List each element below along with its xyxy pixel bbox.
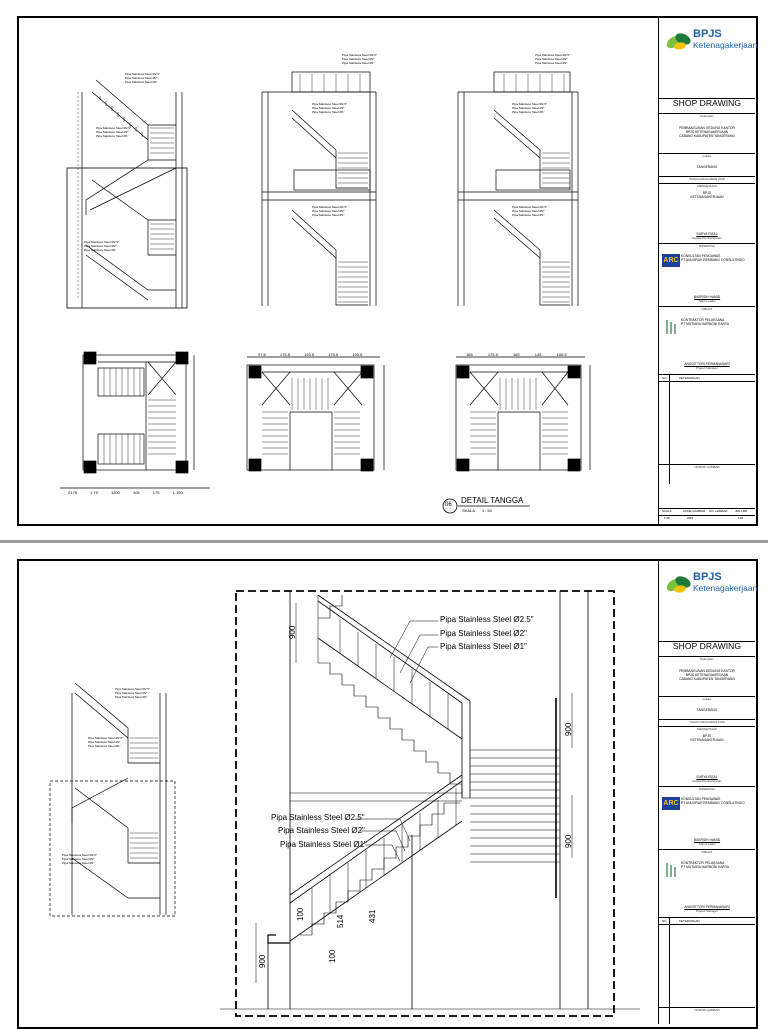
pipe-label: Pipa Stainless Steel Ø2.5" — [512, 205, 548, 209]
dim-label: 1200 — [110, 490, 120, 495]
owner-role: Kepala Pembangunan — [692, 236, 722, 240]
pipe-label: Pipa Stainless Steel Ø2.5" — [84, 240, 120, 244]
pipe-label: Pipa Stainless Steel Ø2" — [115, 691, 148, 695]
scale-value: 1 : 50 — [481, 508, 492, 513]
elev1-label-c — [84, 240, 119, 252]
callout-pipe-25-upper: Pipa Stainless Steel Ø2.5" — [440, 615, 534, 624]
elev2-label-a — [342, 53, 377, 65]
footer-label: NOMOR GAMBAR — [694, 465, 720, 469]
footer-val: 1:50 — [664, 516, 670, 520]
pipe-label: Pipa Stainless Steel Ø1" — [88, 744, 121, 748]
label-tahun: TAHUN ANGGARAN 2019 — [689, 720, 725, 724]
consultant-role: Team Leader — [698, 842, 716, 846]
pipe-label: Pipa Stainless Steel Ø2.5" — [312, 102, 348, 106]
plan2-dims — [258, 352, 362, 357]
label-mengetahui: MENGETAHUI — [697, 727, 717, 731]
stair-plan-1 — [60, 352, 210, 488]
callout-pipe-2-lower: Pipa Stainless Steel Ø2" — [278, 826, 365, 835]
elev2-label-c — [312, 205, 347, 217]
dim-label: 1.75 — [90, 490, 98, 495]
callout-pipe-25-lower: Pipa Stainless Steel Ø2.5" — [271, 813, 365, 822]
consultant-person: BASRIDH HAMID — [693, 295, 721, 299]
footer-val: 138 — [738, 516, 744, 520]
small-elev-label-b — [88, 736, 123, 748]
project-name: PEMBANGUNAN GEDUNG KANTOR BPJS KETENAGAKERJAAN CABANG KABUPATEN TANGERANG — [679, 126, 735, 139]
label-mengetahui: MENGETAHUI — [697, 184, 717, 188]
dim-514: 514 — [336, 914, 345, 928]
owner-person: SURYA RIZAL — [696, 232, 718, 236]
elev2-label-b — [312, 102, 347, 114]
pipe-label: Pipa Stainless Steel Ø1" — [125, 80, 158, 84]
label-diperiksa: DIPERIKSA — [698, 244, 715, 248]
detail-number: 06 — [445, 502, 452, 508]
bpjs-logo — [663, 565, 758, 605]
dim-label: 97.5 — [258, 352, 266, 357]
pipe-label: Pipa Stainless Steel Ø2" — [84, 244, 117, 248]
dim-900: 900 — [288, 625, 297, 639]
label-pekerjaan: Pekerjaan — [700, 114, 714, 118]
pipe-label: Pipa Stainless Steel Ø1" — [84, 248, 117, 252]
dim-100: 100 — [296, 907, 305, 921]
callout-pipe-1-lower: Pipa Stainless Steel Ø1" — [280, 840, 367, 849]
contractor-logo-icon — [665, 318, 679, 336]
scale-label: SKALA — [462, 508, 475, 513]
label-pekerjaan: Pekerjaan — [700, 657, 714, 661]
consultant: KONSULTAN PENGAWAS PT ANUGRAH REMBANG CONSULTINDO — [681, 797, 745, 806]
pipe-label: Pipa Stainless Steel Ø1" — [512, 213, 545, 217]
pipe-label: Pipa Stainless Steel Ø2.5" — [125, 72, 161, 76]
stair-detail-drawings — [0, 0, 660, 540]
detail-title: DETAIL TANGGA — [461, 496, 524, 505]
dim-900: 900 — [564, 722, 573, 736]
dim-label: 175.5 — [487, 352, 498, 357]
bpjs-logo — [663, 22, 758, 62]
dim-label: 175 — [152, 490, 160, 495]
label-tahun: TAHUN ANGGARAN 2019 — [689, 177, 725, 181]
company-name: BPJS — [693, 571, 722, 583]
elev1-label-a — [125, 72, 160, 84]
contractor-role: Project Manager — [695, 366, 718, 370]
pipe-label: Pipa Stainless Steel Ø2" — [96, 130, 129, 134]
dim-label: 1.100 — [172, 490, 183, 495]
pipe-label: Pipa Stainless Steel Ø2.5" — [96, 126, 132, 130]
pipe-label: Pipa Stainless Steel Ø1" — [342, 61, 375, 65]
pipe-label: Pipa Stainless Steel Ø2" — [535, 57, 568, 61]
plan3-dims — [466, 352, 567, 357]
revision-label: KETERANGAN — [679, 919, 700, 923]
footer-label: NOMOR GAMBAR — [694, 1008, 720, 1012]
dim-900: 900 — [564, 834, 573, 848]
label-lokasi: Lokasi — [702, 154, 712, 158]
drawing-sheet-2 — [0, 543, 768, 1024]
pipe-label: Pipa Stainless Steel Ø2" — [312, 106, 345, 110]
contractor: KONTRAKTOR PELAKSANA PT MUTIARA HARMONI KARYA — [681, 318, 729, 327]
pipe-label: Pipa Stainless Steel Ø2" — [62, 857, 95, 861]
dim-label: 100.5 — [352, 352, 363, 357]
dim-100: 100 — [328, 949, 337, 963]
dim-900: 900 — [258, 954, 267, 968]
project-name: PEMBANGUNAN GEDUNG KANTOR BPJS KETENAGAKERJAAN CABANG KABUPATEN TANGERANG — [679, 669, 735, 682]
pipe-label: Pipa Stainless Steel Ø1" — [312, 110, 345, 114]
contractor-logo-icon — [665, 861, 679, 879]
small-elev-label-c — [62, 853, 97, 865]
pipe-label: Pipa Stainless Steel Ø2" — [342, 57, 375, 61]
contractor-person: ANGGITTORI PERMANASARI — [684, 905, 730, 909]
plan1-dims — [68, 490, 183, 495]
dim-label: 175.5 — [328, 352, 339, 357]
label-diperiksa: DIPERIKSA — [698, 787, 715, 791]
contractor-person: ANGGITTORI PERMANASARI — [684, 362, 730, 366]
revision-no: NO — [662, 919, 667, 923]
pipe-label: Pipa Stainless Steel Ø2.5" — [88, 736, 124, 740]
consultant-role: Team Leader — [698, 299, 716, 303]
pipe-label: Pipa Stainless Steel Ø2.5" — [115, 687, 151, 691]
owner: BPJS KETENAGAKERJAAN — [690, 191, 724, 200]
label-lokasi: Lokasi — [702, 697, 712, 701]
stair-elevation-1 — [67, 80, 187, 308]
pipe-label: Pipa Stainless Steel Ø1" — [115, 695, 148, 699]
dim-label: 175.5 — [279, 352, 290, 357]
small-elev-label-a — [115, 687, 150, 699]
owner: BPJS KETENAGAKERJAAN — [690, 734, 724, 743]
company-subname: Ketenagakerjaan — [693, 583, 758, 593]
bpjs-leaf-icon — [665, 571, 693, 597]
elev3-label-c — [512, 205, 547, 217]
footer-col: JML LBR — [735, 509, 748, 513]
dim-label: 100.5 — [556, 352, 567, 357]
pipe-label: Pipa Stainless Steel Ø2.5" — [535, 53, 571, 57]
title-block — [658, 561, 758, 1024]
revision-label: KETERANGAN — [679, 376, 700, 380]
dim-label: 195.5 — [304, 352, 315, 357]
pipe-label: Pipa Stainless Steel Ø1" — [96, 134, 129, 138]
footer-col: SKALA — [662, 509, 672, 513]
elev1-label-b — [96, 126, 131, 138]
owner-role: Kepala Pembangunan — [692, 779, 722, 783]
sheet-type: SHOP DRAWING — [672, 98, 742, 108]
elev3-label-b — [512, 102, 547, 114]
location: TANGERANG — [696, 708, 718, 712]
pipe-label: Pipa Stainless Steel Ø2" — [312, 209, 345, 213]
pipe-label: Pipa Stainless Steel Ø2.5" — [312, 205, 348, 209]
stair-plan-3 — [456, 357, 590, 471]
stair-plan-2 — [247, 357, 384, 471]
pipe-label: Pipa Stainless Steel Ø1" — [312, 213, 345, 217]
company-subname: Ketenagakerjaan — [693, 40, 758, 50]
dim-label: 145 — [534, 352, 542, 357]
pipe-label: Pipa Stainless Steel Ø2" — [512, 106, 545, 110]
footer-val: ARS — [687, 516, 694, 520]
arc-logo: ARC — [662, 254, 680, 267]
label-dibuat: DIBUAT — [701, 307, 713, 311]
location: TANGERANG — [696, 165, 718, 169]
pipe-label: Pipa Stainless Steel Ø1" — [535, 61, 568, 65]
owner-person: SURYA RIZAL — [696, 775, 718, 779]
pipe-label: Pipa Stainless Steel Ø2.5" — [512, 102, 548, 106]
company-name: BPJS — [693, 28, 722, 40]
revision-no: NO — [662, 376, 667, 380]
contractor-role: Project Manager — [695, 909, 718, 913]
bpjs-leaf-icon — [665, 28, 693, 54]
pipe-label: Pipa Stainless Steel Ø2.5" — [342, 53, 378, 57]
footer-col: NO. LEMBAR — [709, 509, 728, 513]
pipe-label: Pipa Stainless Steel Ø1" — [512, 110, 545, 114]
elev3-label-a — [535, 53, 570, 65]
dim-label: 2175 — [68, 490, 77, 495]
small-stair-elevation — [50, 683, 175, 916]
pipe-label: Pipa Stainless Steel Ø2" — [88, 740, 121, 744]
sheet-type: SHOP DRAWING — [672, 641, 742, 651]
callout-pipe-1-upper: Pipa Stainless Steel Ø1" — [440, 642, 527, 651]
pipe-label: Pipa Stainless Steel Ø2" — [125, 76, 158, 80]
dim-label: 165 — [466, 352, 473, 357]
dim-label: 105 — [132, 490, 140, 495]
contractor: KONTRAKTOR PELAKSANA PT MUTIARA HARMONI KARYA — [681, 861, 729, 870]
label-dibuat: DIBUAT — [701, 850, 713, 854]
pipe-label: Pipa Stainless Steel Ø2" — [512, 209, 545, 213]
detail-scale — [462, 508, 492, 513]
callout-pipe-2-upper: Pipa Stainless Steel Ø2" — [440, 629, 527, 638]
pipe-label: Pipa Stainless Steel Ø1" — [62, 861, 95, 865]
footer-col: KODE GAMBAR — [683, 509, 706, 513]
title-block — [658, 18, 758, 524]
consultant-person: BASRIDH HAMID — [693, 838, 721, 842]
dim-label: 165 — [512, 352, 520, 357]
pipe-label: Pipa Stainless Steel Ø2.5" — [62, 853, 98, 857]
consultant: KONSULTAN PENGAWAS PT ANUGRAH REMBANG CONSULTINDO — [681, 254, 745, 263]
arc-logo: ARC — [662, 797, 680, 810]
dim-431: 431 — [368, 909, 377, 923]
